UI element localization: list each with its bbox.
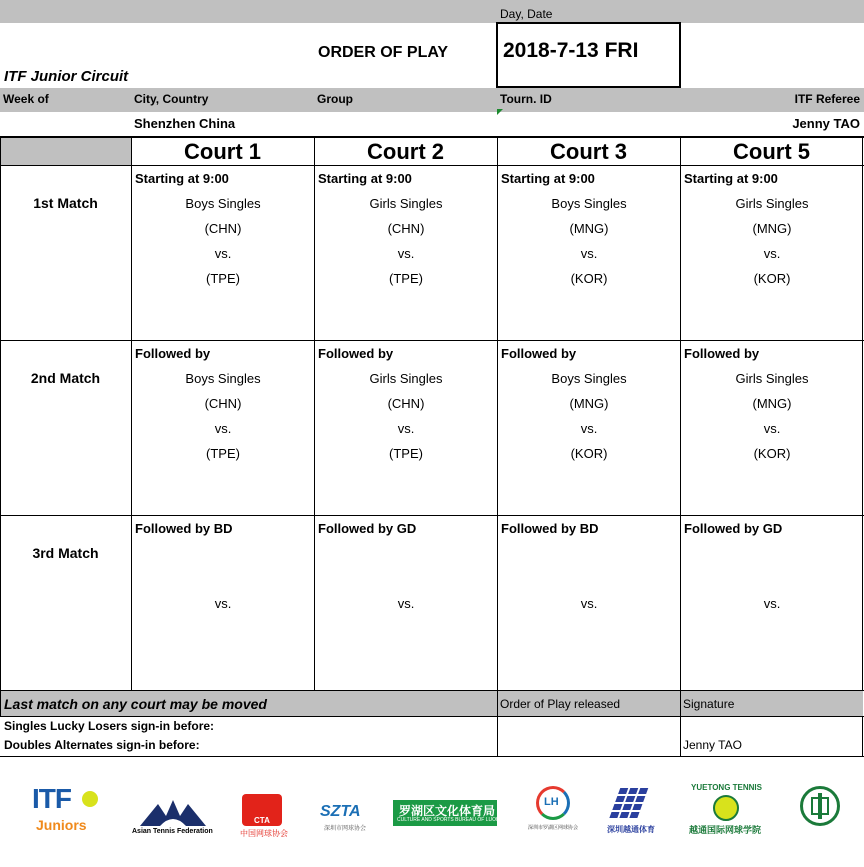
player-1: (CHN): [387, 396, 425, 411]
group-label: Group: [317, 92, 353, 106]
player-2: (KOR): [753, 271, 791, 286]
week-of-label: Week of: [3, 92, 49, 106]
match-start: Starting at 9:00: [135, 171, 229, 186]
tennis-ball-icon: [82, 791, 98, 807]
player-1: (CHN): [204, 221, 242, 236]
player-1: (CHN): [204, 396, 242, 411]
match-label-1: 1st Match: [33, 195, 98, 211]
szta-name: 深圳市网球协会: [324, 826, 367, 832]
player-2: (TPE): [206, 446, 240, 461]
vs-text: vs.: [763, 246, 781, 261]
circuit-title: ITF Junior Circuit: [4, 68, 129, 85]
vs-text: vs.: [214, 421, 232, 436]
cta-name: 中国网球协会: [240, 829, 288, 838]
vs-text: vs.: [580, 246, 598, 261]
atf-logo: [130, 798, 216, 840]
info-gray-bar: [0, 88, 864, 112]
court-1-header: Court 1: [184, 139, 261, 164]
tennis-ball-icon: [713, 795, 739, 821]
referee-value: Jenny TAO: [792, 116, 860, 131]
vs-text: vs.: [214, 246, 232, 261]
match-start: Followed by: [135, 346, 211, 361]
luohu-en-name: CULTURE AND SPORTS BUREAU OF LUOHU DISTRICT: [397, 817, 528, 823]
event-name: Girls Singles: [735, 371, 809, 386]
singles-lucky-losers: Singles Lucky Losers sign-in before:: [4, 719, 215, 733]
atf-name: Asian Tennis Federation: [132, 828, 213, 835]
vs-text: vs.: [397, 246, 415, 261]
cta-logo: [240, 790, 286, 840]
player-2: (KOR): [570, 446, 608, 461]
yuetong-grid-icon: [607, 786, 663, 820]
match-start: Followed by: [318, 346, 394, 361]
signature-label: Signature: [683, 697, 735, 711]
event-name: Boys Singles: [551, 196, 627, 211]
comment-marker: [497, 109, 503, 115]
lh-name: 深圳市罗湖区网球协会: [528, 825, 579, 831]
match-start: Followed by: [501, 346, 577, 361]
court-2-header: Court 2: [367, 139, 444, 164]
city-country-label: City, Country: [134, 92, 209, 106]
yuetong-academy-name: 越通国际网球学院: [689, 825, 762, 835]
event-name: Boys Singles: [185, 196, 261, 211]
match-start: Starting at 9:00: [684, 171, 778, 186]
player-1: (MNG): [752, 221, 792, 236]
vs-text: vs.: [580, 421, 598, 436]
last-match-note: Last match on any court may be moved: [4, 696, 267, 712]
player-2: (TPE): [389, 446, 423, 461]
itf-juniors-word: Juniors: [36, 817, 87, 833]
player-1: (MNG): [569, 221, 609, 236]
header-gray-bar: [0, 0, 864, 23]
vs-text: vs.: [397, 596, 415, 611]
doubles-alternates: Doubles Alternates sign-in before:: [4, 738, 200, 752]
yuetong-tennis-logo: [687, 783, 767, 839]
player-1: (CHN): [387, 221, 425, 236]
event-name: Girls Singles: [735, 196, 809, 211]
lh-logo: [528, 786, 578, 838]
court-3-header: Court 3: [550, 139, 627, 164]
yuetong-name: 深圳越通体育: [607, 825, 655, 834]
yuetong-sports-logo: [607, 786, 667, 840]
city-value: Shenzhen China: [134, 116, 236, 131]
event-name: Girls Singles: [369, 371, 443, 386]
itf-word: ITF: [32, 783, 71, 814]
signature-name: Jenny TAO: [683, 738, 742, 752]
player-1: (MNG): [752, 396, 792, 411]
match-start: Followed by GD: [684, 521, 783, 536]
szta-word: SZTA: [320, 803, 361, 820]
vs-text: vs.: [397, 421, 415, 436]
court-5-header: Court 5: [733, 139, 810, 164]
vs-text: vs.: [580, 596, 598, 611]
player-2: (KOR): [570, 271, 608, 286]
itf-referee-label: ITF Referee: [794, 92, 860, 106]
cta-word: CTA: [254, 816, 270, 825]
event-name: Boys Singles: [185, 371, 261, 386]
luohu-cn-name: 罗湖区文化体育局: [399, 804, 496, 818]
vs-text: vs.: [763, 421, 781, 436]
yuetong-tennis-word: YUETONG TENNIS: [691, 783, 762, 792]
seal-emblem-icon: [800, 786, 840, 826]
player-2: (TPE): [206, 271, 240, 286]
lh-word: LH: [544, 796, 559, 808]
match-start: Followed by BD: [501, 521, 599, 536]
event-name: Girls Singles: [369, 196, 443, 211]
vs-text: vs.: [763, 596, 781, 611]
luohu-bureau-logo: [393, 800, 528, 826]
match-start: Starting at 9:00: [501, 171, 595, 186]
szta-logo: [318, 803, 372, 839]
player-1: (MNG): [569, 396, 609, 411]
vs-text: vs.: [214, 596, 232, 611]
player-2: (TPE): [389, 271, 423, 286]
match-start: Starting at 9:00: [318, 171, 412, 186]
event-name: Boys Singles: [551, 371, 627, 386]
match-start: Followed by BD: [135, 521, 233, 536]
match-start: Followed by: [684, 346, 760, 361]
grid-corner: [0, 137, 131, 165]
order-released-label: Order of Play released: [500, 697, 621, 711]
day-date-label: Day, Date: [500, 7, 553, 21]
page-title: ORDER OF PLAY: [318, 44, 449, 61]
player-2: (KOR): [753, 446, 791, 461]
match-label-2: 2nd Match: [30, 370, 101, 386]
date-box: 2018-7-13 FRI: [496, 22, 681, 88]
match-start: Followed by GD: [318, 521, 417, 536]
tourn-id-label: Tourn. ID: [500, 92, 552, 106]
atf-emblem-icon: [130, 798, 216, 828]
match-label-3: 3rd Match: [32, 545, 99, 561]
itf-juniors-logo: [30, 783, 108, 839]
